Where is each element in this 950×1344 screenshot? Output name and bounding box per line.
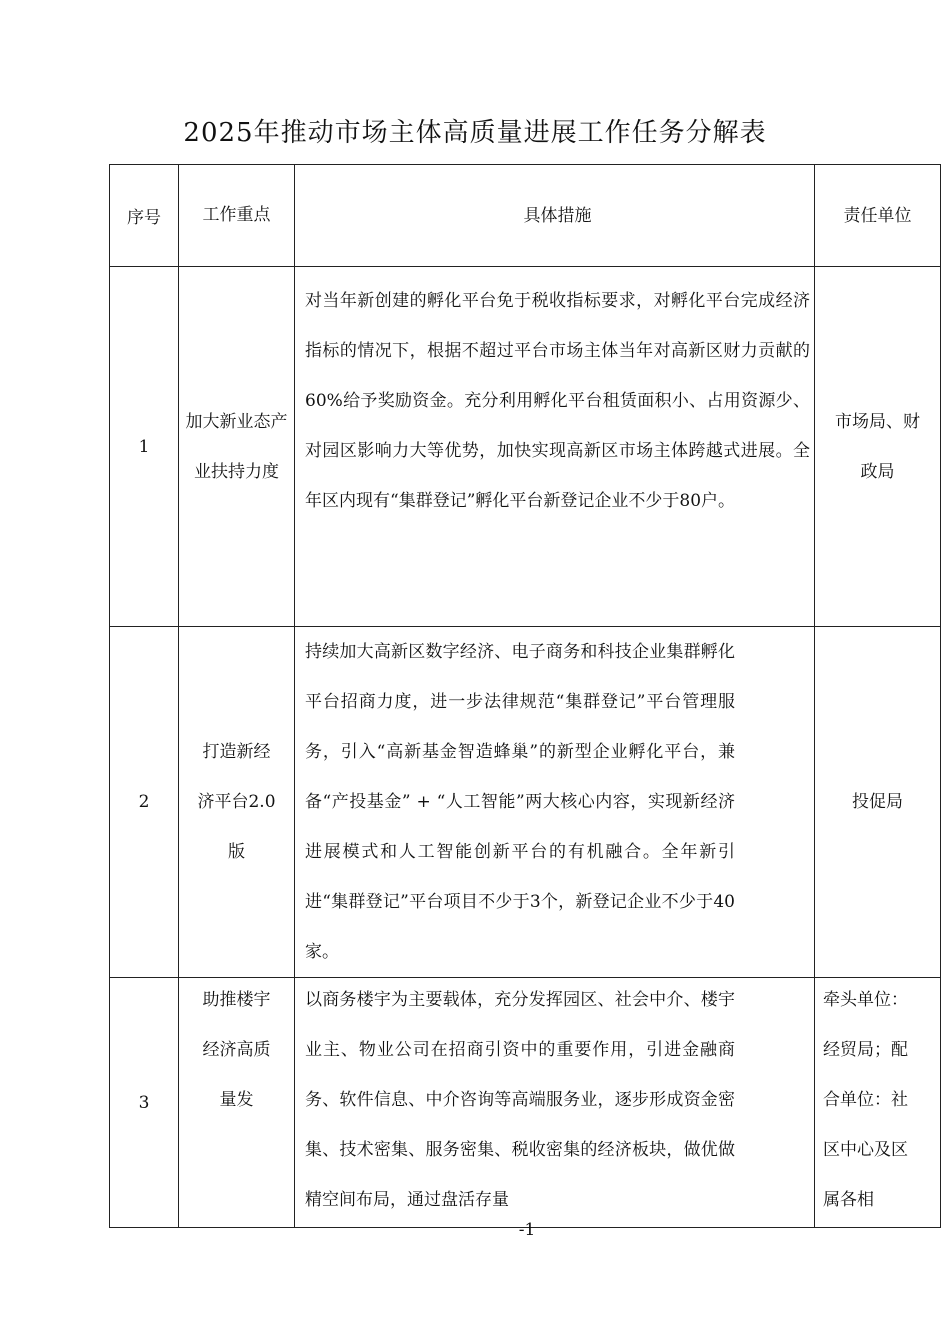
header-measure: 具体措施	[295, 165, 815, 267]
row-no: 1	[110, 267, 179, 627]
table-header-row	[110, 165, 941, 267]
row-measure: 持续加大高新区数字经济、电子商务和科技企业集群孵化平台招商力度，进一步法律规范“集群登记”平台管理服务，引入“高新基金智造蜂巢”的新型企业孵化平台，兼备“产投基金” + “人工智能”两大核心内容，实现新经济进展模式和人工智能创新平台的有机融合。全年新引进“集群登记”平台项目不少于3个，新登记企业不少于40家。	[295, 627, 815, 978]
header-unit: 责任单位	[815, 165, 941, 267]
row-unit: 市场局、财政局	[815, 267, 941, 627]
row-unit: 牵头单位：经贸局；配合单位：社区中心及区属各相	[815, 978, 941, 1228]
table-row	[110, 627, 941, 978]
row-focus: 助推楼宇经济高质量发	[179, 978, 295, 1228]
page-number: -1	[518, 1220, 536, 1240]
row-measure: 以商务楼宇为主要载体，充分发挥园区、社会中介、楼宇业主、物业公司在招商引资中的重要作用，引进金融商务、软件信息、中介咨询等高端服务业，逐步形成资金密集、技术密集、服务密集、税收密集的经济板块，做优做精空间布局，通过盘活存量	[295, 978, 815, 1228]
table-row	[110, 978, 941, 1228]
row-focus: 打造新经济平台2.0版	[179, 627, 295, 978]
table-row	[110, 267, 941, 627]
row-no: 3	[110, 978, 179, 1228]
document-title: 2025年推动市场主体高质量进展工作任务分解表	[183, 118, 767, 148]
header-no: 序号	[110, 165, 179, 267]
row-focus: 加大新业态产业扶持力度	[179, 267, 295, 627]
header-focus: 工作重点	[179, 165, 295, 267]
row-no: 2	[110, 627, 179, 978]
row-measure: 对当年新创建的孵化平台免于税收指标要求，对孵化平台完成经济指标的情况下，根据不超过平台市场主体当年对高新区财力贡献的60%给予奖励资金。充分利用孵化平台租赁面积小、占用资源少、对园区影响力大等优势，加快实现高新区市场主体跨越式进展。全年区内现有“集群登记”孵化平台新登记企业不少于80户。	[295, 267, 815, 627]
row-unit: 投促局	[815, 627, 941, 978]
task-table	[109, 164, 941, 1228]
